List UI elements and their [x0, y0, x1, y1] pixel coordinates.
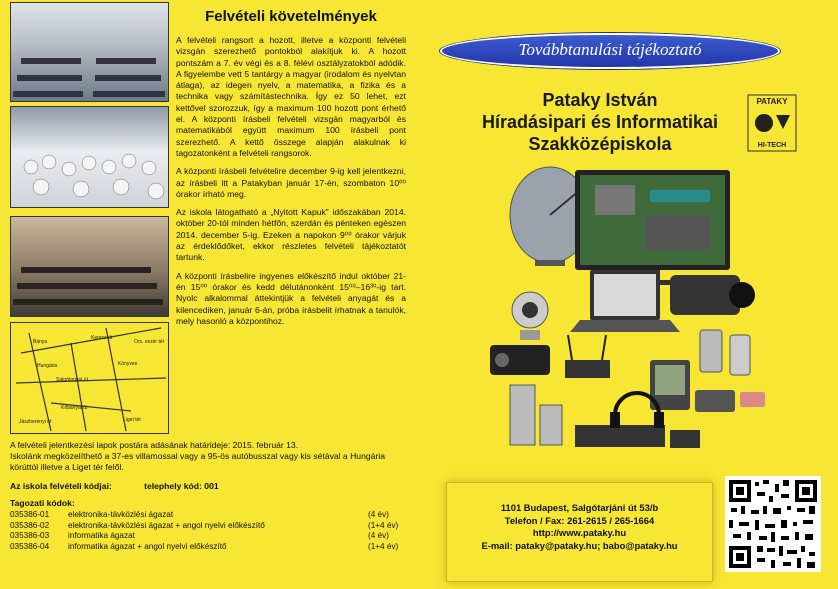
list-item: 035386-04 informatika ágazat + angol nyelvi előkészítő (1+4 év): [10, 541, 399, 551]
paragraph: A felvételi rangsort a hozott, illetve a központi felvételi vizsgán szerezhető pontokból alakítjuk ki. A hozott pontszám a 7. év végi és a 8. félévi osztályzatokból adódik. A figyelembe vett 5 tantárgy a magyar (irodalom és nyelvtan átlaga), az idegen nyelv, a matematika, a fizika és a technika vagy számítástechnika. Így ez 50 lehet, ezt kettővel szorozzuk, így a maximum 100 hozott pont érhető el. A központi írásbeli felvételi vizsgán magyarból és matematikából együtt maximum 100 írásbeli pont szerezhető. A kettő összege alapján alakulnak ki tagozatonként a felvételi rangsorok.: [176, 35, 406, 158]
school-name: [455, 89, 745, 155]
paragraph: A központi írásbeli felvételire december 9-ig kell jelentkezni, az írásbeli itt a Patakyban január 17-én, szombaton 10⁰⁰ órakor írható meg.: [176, 166, 406, 199]
school-name-line: Híradásipari és Informatikai: [481, 112, 719, 132]
mp3-player-icon: [695, 390, 765, 412]
map-label: Könyves: [118, 361, 138, 367]
camcorder-icon: [670, 275, 755, 315]
exam-room-photo: [10, 216, 169, 317]
paragraph: Az iskola látogatható a „Nyitott Kapuk” időszakában 2014. október 20-tól minden hétfőn, szerdán és pénteken egészen 2014. december 5-ig. Ezeken a napokon 9⁰⁰ órakor várjuk az érdeklődőket, ekkor részletes felvételi tájékoztatót tartunk.: [176, 207, 406, 263]
map-label: Ors. vezér tér: [134, 339, 165, 345]
phone: Telefon / Fax: 261-2615 / 265-1664: [504, 514, 655, 526]
classroom-photo: [10, 2, 169, 102]
school-name-line: Pataky István: [542, 90, 658, 110]
tracks-label: Tagozati kódok:: [10, 498, 75, 508]
map-label: Liget tér: [123, 417, 142, 423]
map-label: Keresz út: [91, 335, 113, 341]
banner: [440, 33, 780, 69]
requirements-section: [176, 8, 406, 334]
students-photo: [10, 106, 169, 208]
monitor-icon: [575, 170, 730, 285]
qr-code: [725, 476, 821, 572]
map-label: Salgótarjáni út: [56, 377, 88, 383]
paragraph: A központi írásbelire ingyenes előkészítő indul október 21-én 15⁰⁰ órakor és kedd délutánonként 15⁰⁰–16³⁰-ig tart. Nyolc alkalommal áttekintjük a felvételi anyagát és a kilencediken, január 6-án, próba írásbelit írhatnak a tanulók, mely hasonló a központihoz.: [176, 270, 406, 326]
email[interactable]: E-mail: pataky@pataky.hu; babo@pataky.hu: [481, 539, 678, 551]
school-name-line: Szakközépiskola: [528, 134, 672, 154]
speaker-icon: [510, 385, 562, 445]
school-logo: [746, 93, 798, 153]
list-item: 035386-02 elektronika-távközlési ágazat + angol nyelvi előkészítő (1+4 év): [10, 520, 399, 530]
admission-info: [10, 440, 410, 552]
website-link[interactable]: http://www.pataky.hu: [532, 527, 627, 538]
transport-text: Iskolánk megközelíthető a 37-es villamossal vagy a 95-ös autóbusszal vagy kis sétával a Hungária körúttól illetve a Liget tér felől.: [10, 451, 385, 472]
home-theater-icon: [575, 425, 700, 448]
mobile-phone-icon: [700, 330, 750, 375]
address: 1101 Budapest, Salgótarjáni út 53/b: [500, 502, 659, 513]
electronics-devices-illustration: [480, 160, 790, 460]
projector-icon: [490, 345, 550, 375]
svg-text:PATAKY: PATAKY: [756, 97, 788, 106]
list-item: 035386-03 informatika ágazat (4 év): [10, 531, 389, 540]
banner-text: Továbbtanulási tájékoztató: [518, 40, 702, 59]
map-label: Hungária: [37, 363, 58, 369]
section-title: Felvételi követelmények: [205, 8, 377, 25]
list-item: 035386-01 elektronika-távközlési ágazat (4 év): [10, 510, 389, 519]
map-label: Bánya: [33, 339, 48, 345]
router-icon: [565, 335, 610, 378]
svg-text:HI-TECH: HI-TECH: [757, 142, 787, 149]
laptop-icon: [570, 270, 680, 332]
contact-box: [446, 482, 713, 582]
deadline-text: A felvételi jelentkezési lapok postára adásának határideje: 2015. február 13.: [10, 440, 299, 450]
track-codes: [10, 498, 410, 552]
crowd-graphic: [11, 107, 168, 207]
map-label: Kőbányai út: [61, 405, 88, 411]
map-label: Jászberényi út: [19, 419, 52, 425]
codes-label: Az iskola felvételi kódjai:: [10, 481, 112, 491]
site-code: telephely kód: 001: [144, 481, 219, 491]
webcam-icon: [512, 292, 548, 340]
location-map: [10, 322, 169, 434]
